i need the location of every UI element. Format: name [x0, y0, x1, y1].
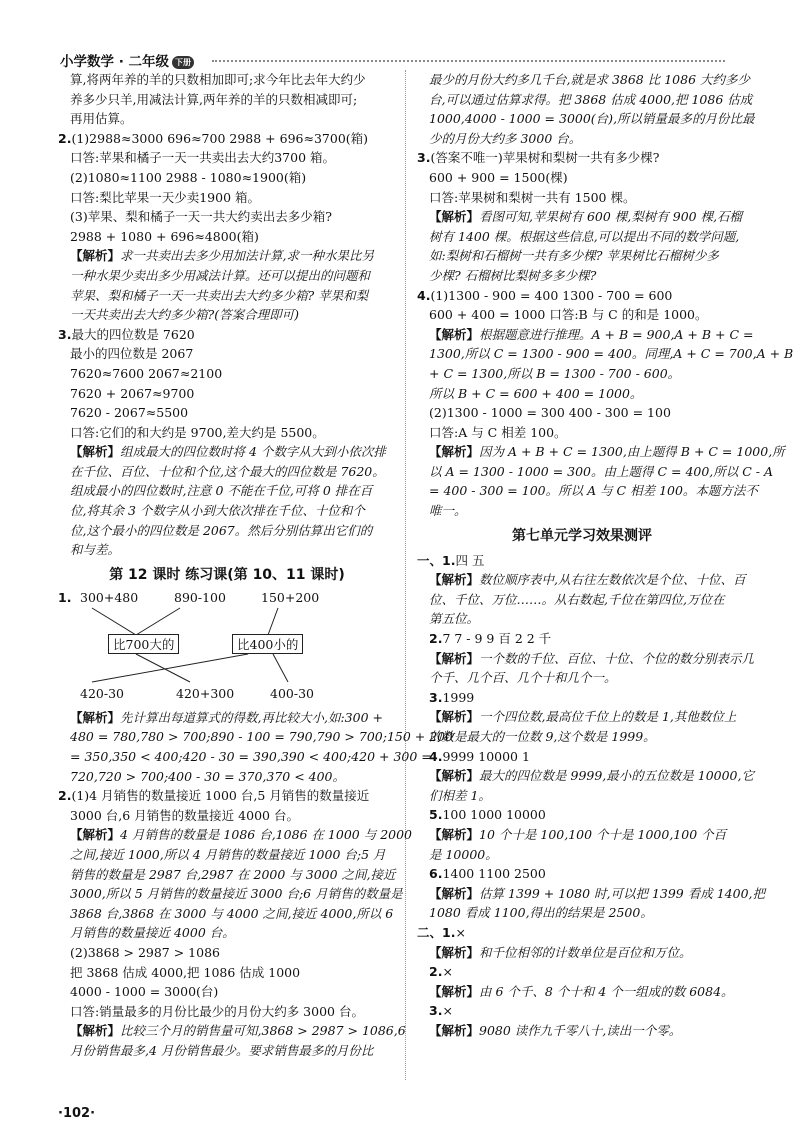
text-line: 最大的四位数是 7620: [71, 326, 195, 342]
analysis-text: 少的月份大约多 3000 台。: [429, 130, 582, 146]
column-divider: [405, 70, 406, 1080]
unit-title: 第七单元学习效果测评: [512, 527, 652, 544]
analysis-text: = 400 - 300 = 100。所以 A 与 C 相差 100。本题方法不: [429, 483, 758, 499]
question-number: 4.: [429, 748, 443, 764]
match-line: [268, 608, 278, 635]
analysis-text: 由 6 个千、8 个十和 4 个一组成的数 6084。: [479, 983, 734, 999]
answer: 7 7 - 9 9 百 2 2 千: [442, 631, 552, 647]
analysis-text: 480 = 780,780 > 700;890 - 100 = 790,790 > 700;150 + 200: [70, 729, 454, 745]
right-column: [417, 70, 794, 1041]
match-line: [92, 654, 248, 682]
analysis-text: 所以 B + C = 600 + 400 = 1000。: [429, 385, 643, 401]
answer: 1999: [442, 689, 475, 705]
match-line: [273, 654, 288, 682]
question-number: 3.: [58, 326, 72, 342]
text-line: 口答:A 与 C 相差 100。: [429, 424, 567, 440]
text-line: (1)1300 - 900 = 400 1300 - 700 = 600: [430, 287, 673, 303]
analysis-label: 【解析】: [429, 885, 480, 901]
question-number: 4.: [417, 287, 431, 303]
analysis-text: 位,将其余 3 个数字从小到大依次排在千位、十位和个: [70, 503, 365, 519]
answer: 100 1000 10000: [442, 807, 546, 823]
text-line: 最小的四位数是 2067: [70, 346, 194, 362]
analysis-text: 以 A = 1300 - 1000 = 300。由上题得 C = 400,所以 C - A: [429, 463, 774, 479]
text-line: (1)2988≈3000 696≈700 2988 + 696≈3700(箱): [71, 130, 369, 146]
text-line: 7620≈7600 2067≈2100: [70, 365, 223, 381]
text-line: 口答:梨比苹果一天少卖1900 箱。: [70, 189, 260, 205]
analysis-text: 最少的月份大约多几千台,就是求 3868 比 1086 大约多少: [429, 72, 750, 87]
analysis-text: + C = 1300,所以 B = 1300 - 700 - 600。: [429, 365, 681, 381]
analysis-text: 3868 台,3868 在 3000 与 4000 之间,接近 4000,所以 6: [70, 905, 394, 921]
match-line: [136, 608, 180, 635]
analysis-text: 销售的数量是 2987 台,2987 在 2000 与 3000 之间,接近: [70, 866, 396, 882]
analysis-text: 比较三个月的销售量可知,3868 > 2987 > 1086,6: [120, 1023, 406, 1039]
analysis-label: 【解析】: [70, 709, 121, 725]
question-number: 6.: [429, 866, 443, 882]
question-number: 5.: [429, 807, 443, 823]
analysis-text: 和与差。: [70, 542, 121, 558]
question-number: 2.: [429, 631, 443, 647]
expression-top: 150+200: [261, 589, 320, 605]
answer: ×: [455, 924, 466, 940]
analysis-text: 720,720 > 700;400 - 30 = 370,370 < 400。: [70, 768, 346, 784]
expression-bottom: 420+300: [176, 685, 235, 701]
text-line: 600 + 900 = 1500(棵): [429, 169, 568, 185]
match-line: [92, 608, 136, 635]
analysis-label: 【解析】: [70, 248, 121, 264]
answer: 1400 1100 2500: [442, 866, 546, 882]
analysis-text: 个千、几个百、几个十和几个一。: [429, 670, 617, 686]
text-line: 口答:苹果和橘子一天一共卖出去大约3700 箱。: [70, 150, 335, 166]
analysis-text: 1080 看成 1100,得出的结果是 2500。: [429, 905, 653, 921]
lesson-title: 第 12 课时 练习课(第 10、11 课时): [109, 566, 345, 583]
analysis-text: 位、千位、万位……。从右数起,千位在第四位,万位在: [429, 591, 725, 607]
text-line: (1)4 月销售的数量接近 1000 台,5 月销售的数量接近: [71, 788, 370, 804]
question-number: 3.: [429, 689, 443, 705]
question-number: 1.: [442, 924, 456, 940]
answer: ×: [442, 964, 453, 980]
analysis-label: 【解析】: [429, 768, 480, 784]
analysis-text: 数位顺序表中,从右往左数依次是个位、十位、百: [479, 572, 746, 588]
analysis-text: 唯一。: [429, 503, 467, 519]
text-line: 600 + 400 = 1000 口答:B 与 C 的和是 1000。: [429, 307, 708, 323]
analysis-label: 【解析】: [429, 826, 480, 842]
analysis-text: 估算 1399 + 1080 时,可以把 1399 看成 1400,把: [479, 885, 765, 901]
text-line: (2)3868 > 2987 > 1086: [70, 944, 220, 960]
answer: 9999 10000 1: [442, 748, 530, 764]
analysis-text: 树有 1400 棵。根据这些信息,可以提出不同的数学问题,: [429, 228, 740, 244]
question-number: 3.: [417, 150, 431, 166]
question-number: 2.: [429, 964, 443, 980]
analysis-label: 【解析】: [429, 209, 480, 225]
analysis-text: 4 月销售的数量是 1086 台,1086 在 1000 与 2000: [120, 827, 413, 843]
analysis-text: 位,这个最小的四位数是 2067。然后分别估算出它们的: [70, 522, 373, 538]
analysis-text: 组成最小的四位数时,注意 0 不能在千位,可将 0 排在百: [70, 483, 373, 499]
question-number: 2.: [58, 788, 72, 804]
analysis-text: 根据题意进行推理。A + B = 900,A + B + C =: [479, 326, 754, 342]
analysis-text: 们相差 1。: [429, 787, 491, 803]
part-label: 二、: [417, 924, 443, 940]
analysis-label: 【解析】: [429, 1022, 480, 1038]
analysis-text: 求一共卖出去多少用加法计算,求一种水果比另: [120, 248, 374, 264]
analysis-text: 的数是最大的一位数 9,这个数是 1999。: [429, 729, 656, 744]
analysis-text: 是 10000。: [429, 846, 498, 862]
analysis-label: 【解析】: [429, 572, 480, 588]
analysis-text: 少棵? 石榴树比梨树多多少棵?: [429, 267, 597, 283]
analysis-label: 【解析】: [70, 1023, 121, 1039]
analysis-text: 3000,所以 5 月销售的数量接近 3000 台;6 月销售的数量是: [70, 886, 403, 902]
analysis-text: 第五位。: [429, 611, 480, 627]
analysis-label: 【解析】: [429, 983, 480, 999]
analysis-text: 因为 A + B + C = 1300,由上题得 B + C = 1000,所: [479, 444, 785, 460]
analysis-label: 【解析】: [429, 709, 480, 725]
expression-top: 300+480: [80, 589, 139, 605]
text-line: 算,将两年养的羊的只数相加即可;求今年比去年大约少: [70, 72, 366, 87]
analysis-text: 10 个十是 100,100 个十是 1000,100 个百: [479, 826, 727, 842]
text-line: 7620 + 2067≈9700: [70, 385, 195, 401]
analysis-text: 如:梨树和石榴树一共有多少棵? 苹果树比石榴树少多: [429, 248, 719, 264]
text-line: 再用估算。: [70, 111, 133, 127]
text-line: (2)1300 - 1000 = 300 400 - 300 = 100: [429, 405, 671, 421]
analysis-text: 最大的四位数是 9999,最小的五位数是 10000,它: [479, 768, 754, 784]
text-line: (2)1080≈1100 2988 - 1080≈1900(箱): [70, 169, 307, 185]
text-line: 7620 - 2067≈5500: [70, 405, 189, 421]
analysis-text: 之间,接近 1000,所以 4 月销售的数量接近 1000 台;5 月: [70, 847, 386, 862]
question-number: 2.: [58, 130, 72, 146]
text-line: 3000 台,6 月销售的数量接近 4000 台。: [70, 807, 299, 823]
text-line: (答案不唯一)苹果树和梨树一共有多少棵?: [430, 150, 660, 166]
analysis-text: 台,可以通过估算求得。把 3868 估成 4000,把 1086 估成: [429, 91, 753, 107]
answer: 四 五: [455, 552, 485, 568]
text-line: 养多少只羊,用减法计算,两年养的羊的只数相减即可;: [70, 91, 358, 107]
page-number: ·102·: [58, 1106, 96, 1121]
grade-badge: 下册: [172, 56, 194, 69]
expression-bottom: 400-30: [270, 685, 314, 701]
text-line: 口答:它们的和大约是 9700,差大约是 5500。: [70, 424, 325, 440]
analysis-text: 月份销售最多,4 月份销售最少。要求销售最多的月份比: [70, 1042, 374, 1058]
text-line: 口答:销量最多的月份比最少的月份大约多 3000 台。: [70, 1003, 364, 1019]
text-line: 4000 - 1000 = 3000(台): [70, 984, 219, 1000]
answer: ×: [442, 1003, 453, 1019]
text-line: 2988 + 1080 + 696≈4800(箱): [70, 228, 259, 244]
analysis-label: 【解析】: [70, 827, 121, 843]
expression-top: 890-100: [174, 589, 226, 605]
analysis-text: 一种水果少卖出多少用减法计算。还可以提出的问题和: [70, 267, 371, 283]
analysis-label: 【解析】: [429, 944, 480, 960]
question-number: 3.: [429, 1003, 443, 1019]
analysis-text: 一个数的千位、百位、十位、个位的数分别表示几: [479, 650, 755, 666]
analysis-text: 先计算出每道算式的得数,再比较大小,如:300 +: [120, 709, 383, 725]
analysis-text: 苹果、梨和橘子一天一共卖出去大约多少箱? 苹果和梨: [70, 287, 369, 303]
analysis-text: 一天共卖出去大约多少箱?(答案合理即可): [70, 307, 299, 323]
page-header: [60, 50, 194, 70]
analysis-label: 【解析】: [70, 444, 121, 460]
analysis-label: 【解析】: [429, 650, 480, 666]
question-number: 1.: [442, 552, 456, 568]
text-line: (3)苹果、梨和橘子一天一共大约卖出去多少箱?: [70, 209, 332, 225]
analysis-text: 9080 读作九千零八十,读出一个零。: [479, 1022, 682, 1038]
analysis-text: = 350,350 < 400;420 - 30 = 390,390 < 400;420 + 300 =: [70, 749, 432, 765]
header-rule: [212, 60, 725, 62]
analysis-text: 看图可知,苹果树有 600 棵,梨树有 900 棵,石榴: [479, 209, 743, 225]
analysis-text: 在千位、百位、十位和个位,这个最大的四位数是 7620。: [70, 463, 385, 479]
analysis-text: 和千位相邻的计数单位是百位和万位。: [479, 944, 692, 960]
category-box: 比400小的: [232, 634, 303, 654]
question-number: 1.: [58, 589, 72, 605]
analysis-text: 一个四位数,最高位千位上的数是 1,其他数位上: [479, 709, 737, 725]
analysis-text: 月销售的数量接近 4000 台。: [70, 925, 235, 941]
category-box: 比700大的: [108, 634, 179, 654]
text-line: 口答:苹果树和梨树一共有 1500 棵。: [429, 189, 636, 205]
book-title: 小学数学 · 二年级: [60, 54, 170, 70]
analysis-label: 【解析】: [429, 444, 480, 460]
analysis-text: 1300,所以 C = 1300 - 900 = 400。同理,A + C = 700,A + B: [429, 346, 794, 362]
analysis-text: 组成最大的四位数时将 4 个数字从大到小依次排: [120, 444, 386, 460]
text-line: 把 3868 估成 4000,把 1086 估成 1000: [70, 964, 301, 980]
part-label: 一、: [417, 552, 443, 568]
match-line: [136, 654, 190, 682]
analysis-text: 1000,4000 - 1000 = 3000(台),所以销量最多的月份比最: [429, 111, 755, 127]
analysis-label: 【解析】: [429, 326, 480, 342]
matching-diagram: [58, 590, 396, 708]
expression-bottom: 420-30: [80, 685, 124, 701]
